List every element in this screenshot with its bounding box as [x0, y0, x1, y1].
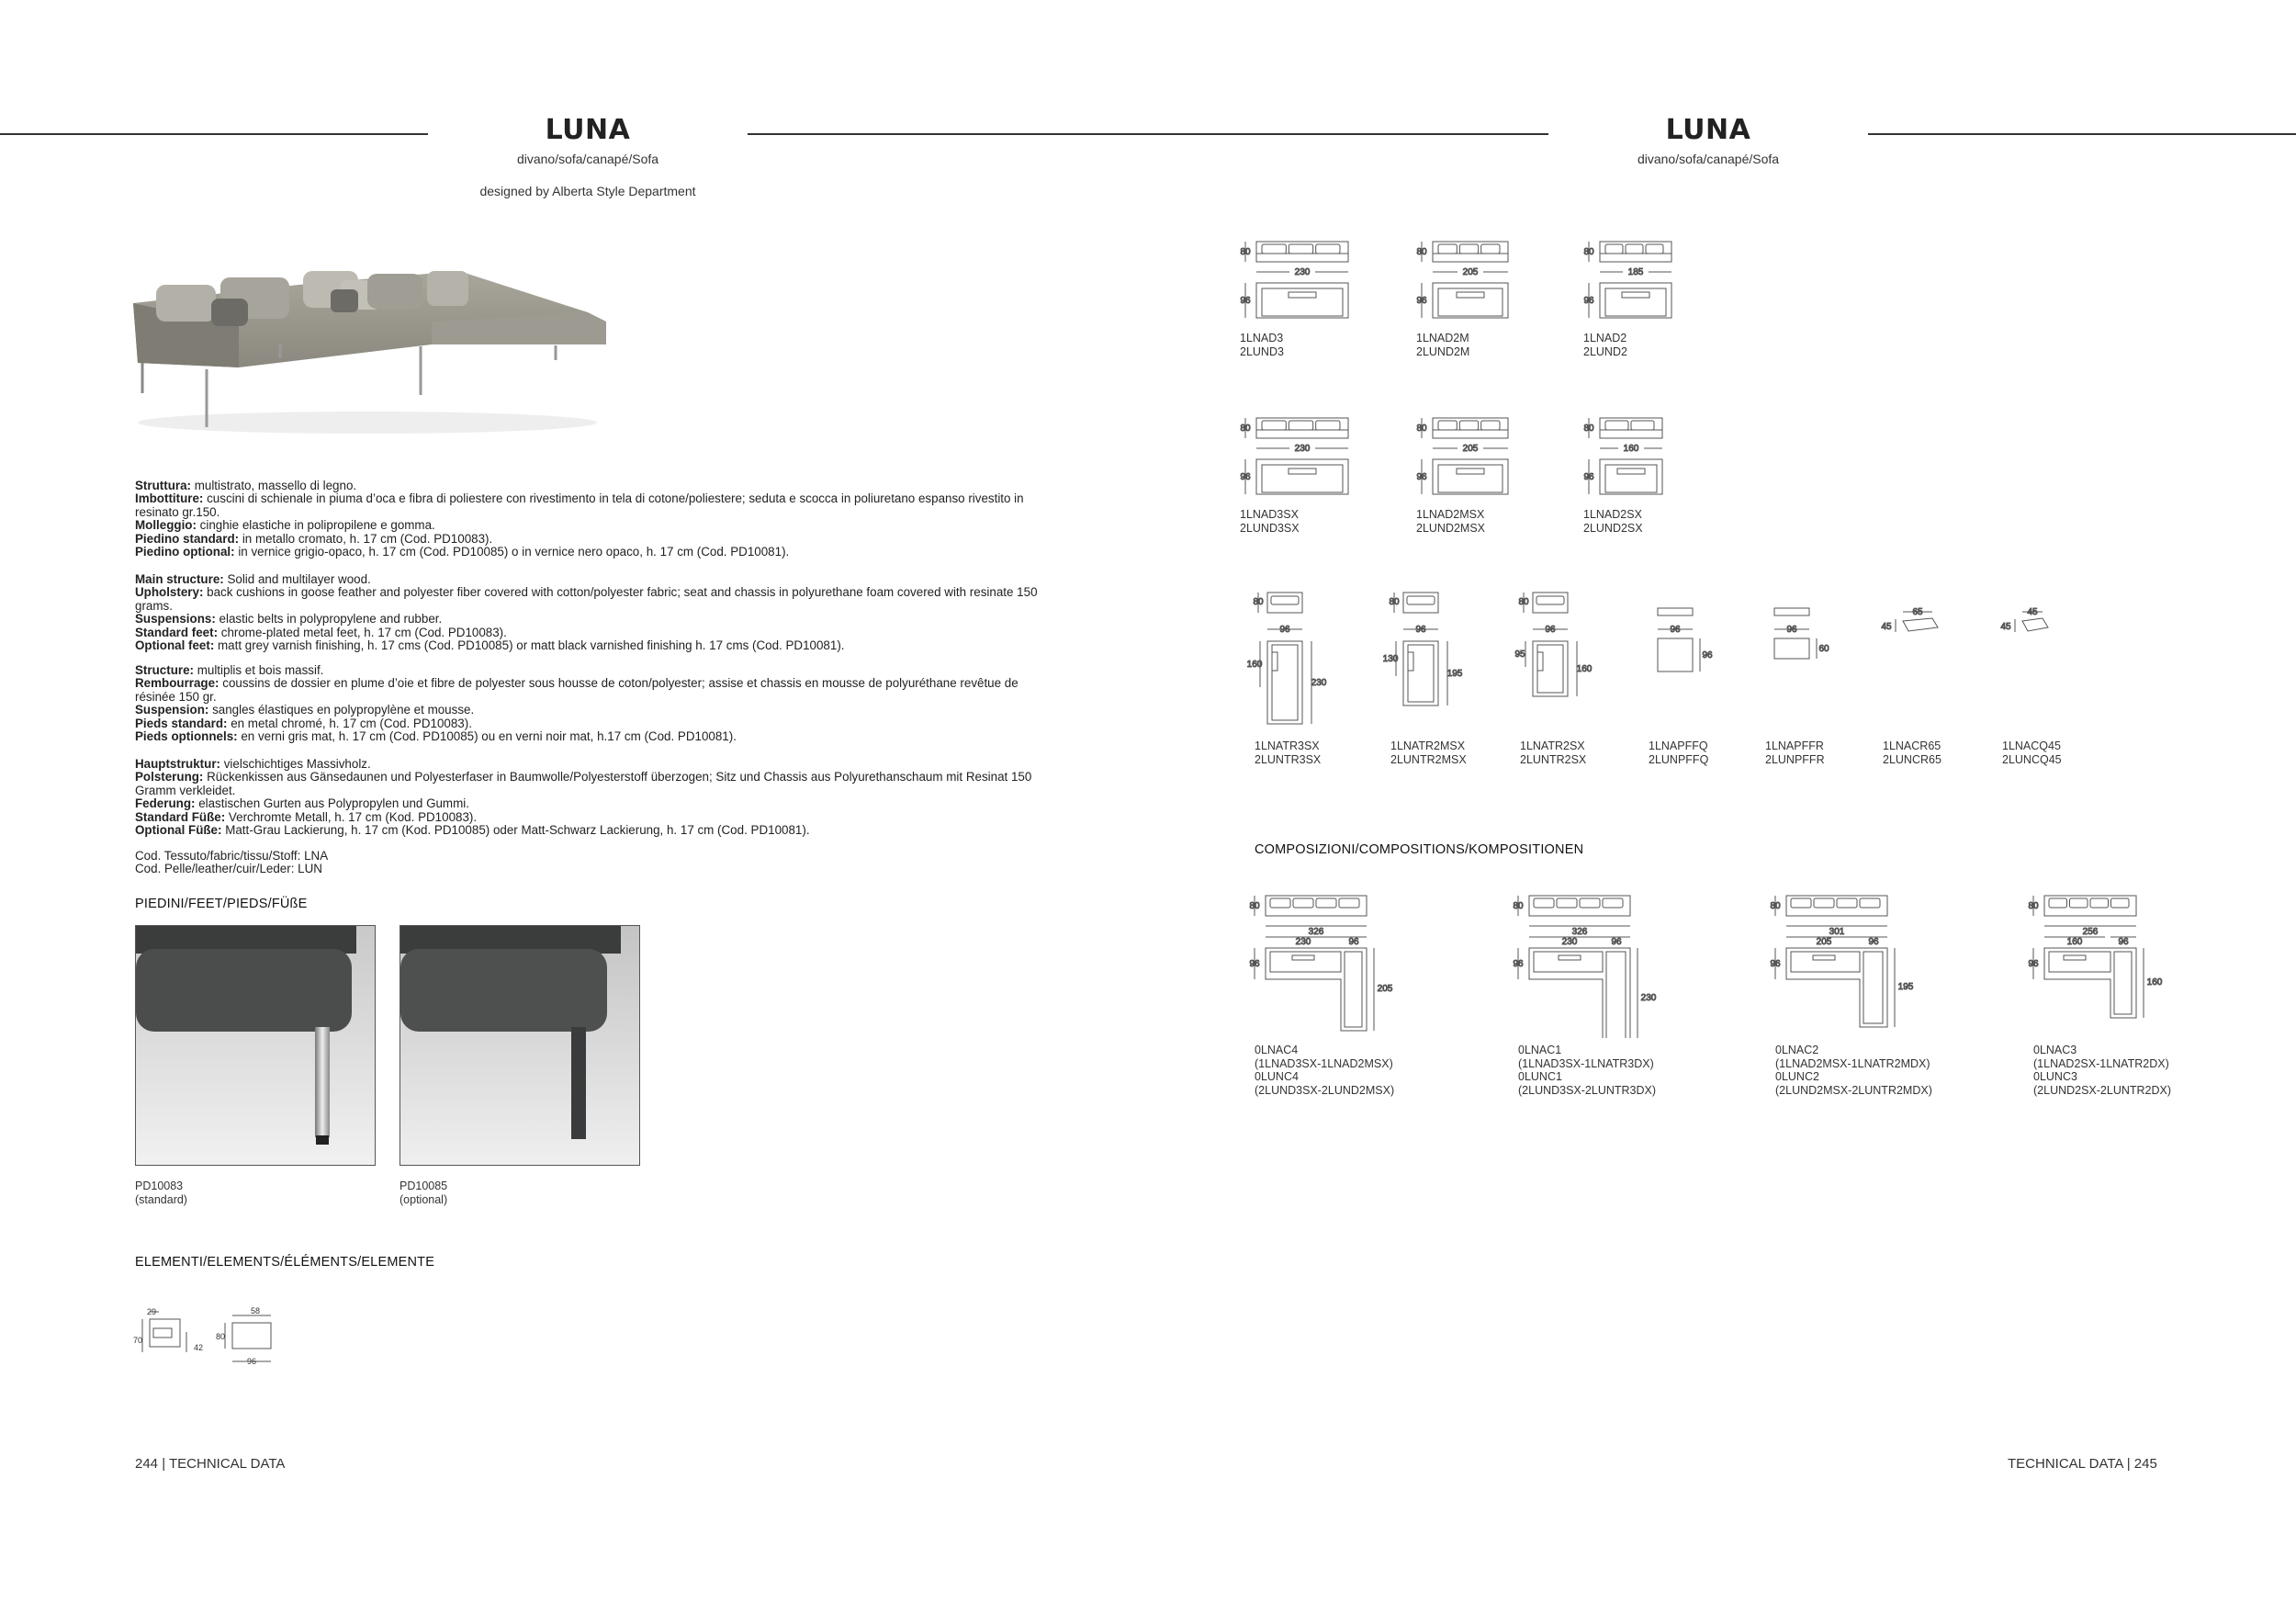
dim-width: 205	[1462, 267, 1479, 277]
composition-codes: 0LNAC1 (1LNAD3SX-1LNATR3DX) 0LUNC1 (2LUND3SX-2LUNTR3DX)	[1518, 1044, 1657, 1097]
dim-length: 205	[1377, 984, 1393, 994]
cod-fabric: Cod. Tessuto/fabric/tissu/Stoff: LNA	[135, 849, 329, 863]
dim-height: 80	[1770, 901, 1781, 911]
dim-depth: 45	[2000, 622, 2011, 632]
element-drawing	[1513, 588, 1614, 735]
dim-b: 96	[2118, 937, 2129, 947]
element-drawing	[1758, 588, 1859, 735]
svg-text:80: 80	[216, 1332, 226, 1341]
footer-left: 244 | TECHNICAL DATA	[135, 1456, 286, 1472]
dim-height: 80	[1416, 423, 1427, 434]
spec-line: Federung: elastischen Gurten aus Polypropylen und Gummi.	[135, 796, 469, 811]
dim-depth: 96	[1240, 472, 1251, 482]
spec-line: Piedino optional: in vernice grigio-opaco, h. 17 cm (Cod. PD10085) o in vernice nero opaco, h. 17 cm (Cod. PD10081).	[135, 545, 790, 559]
dim-width: 185	[1627, 267, 1644, 277]
dim-width: 230	[1294, 267, 1311, 277]
page-subtitle-right: divano/sofa/canapé/Sofa	[1637, 152, 1780, 166]
foot-code-optional: PD10085 (optional)	[400, 1180, 448, 1206]
dim-depth: 96	[2028, 959, 2039, 969]
spec-line: Upholstery: back cushions in goose feather and polyester fiber covered with cotton/polyester fabric; seat and chassis in polyurethane foam covered with resinate 150 grams.	[135, 585, 1038, 613]
sofa-elevation-drawing	[1581, 237, 1681, 329]
specs-italian	[135, 480, 1044, 559]
dim-height: 80	[1416, 247, 1427, 257]
svg-text:70: 70	[133, 1336, 143, 1345]
spec-line: Standard Füße: Verchromte Metall, h. 17 cm (Kod. PD10083).	[135, 809, 478, 824]
element-drawing	[1383, 588, 1484, 735]
spec-line: Optional feet: matt grey varnish finishing, h. 17 cms (Cod. PD10085) or matt black varnished finishing h. 17 cms (Cod. PD10081).	[135, 638, 845, 653]
page-subtitle-left: divano/sofa/canapé/Sofa	[516, 152, 659, 166]
dim-b: 96	[1348, 937, 1359, 947]
element-drawing	[1247, 588, 1348, 735]
dim-width: 96	[1545, 625, 1556, 635]
footer-right: TECHNICAL DATA | 245	[2008, 1456, 2157, 1472]
dim-height: 80	[1249, 901, 1260, 911]
dim-height: 80	[1389, 597, 1400, 607]
specs-french	[135, 664, 1044, 743]
spec-line: Structure: multiplis et bois massif.	[135, 663, 324, 677]
element-codes: 1LNAD2MSX 2LUND2MSX	[1416, 508, 1486, 535]
designer-credit: designed by Alberta Style Department	[479, 184, 696, 198]
cod-leather: Cod. Pelle/leather/cuir/Leder: LUN	[135, 862, 322, 876]
element-codes: 1LNAD3SX 2LUND3SX	[1240, 508, 1300, 535]
sofa-elevation-drawing	[1414, 237, 1517, 329]
dim-length-a: 160	[1247, 660, 1263, 670]
spec-line: Imbottiture: cuscini di schienale in piuma d’oca e fibra di poliestere con rivestimento in tela di cotone/poliestere; seduta e scocca in poliuretano espanso rivestito in resinato gr.150.	[135, 491, 1024, 519]
element-codes: 1LNAPFFR 2LUNPFFR	[1765, 739, 1825, 766]
dim-width: 230	[1294, 444, 1311, 454]
elements-heading: ELEMENTI/ELEMENTS/ÉLÉMENTS/ELEMENTE	[135, 1255, 435, 1270]
spec-line: Piedino standard: in metallo cromato, h. 17 cm (Cod. PD10083).	[135, 531, 493, 546]
composition-codes: 0LNAC4 (1LNAD3SX-1LNAD2MSX) 0LUNC4 (2LUND3SX-2LUND2MSX)	[1255, 1044, 1395, 1097]
element-codes: 1LNAD3 2LUND3	[1240, 332, 1284, 358]
dim-total: 326	[1571, 927, 1588, 937]
dim-width: 205	[1462, 444, 1479, 454]
dim-depth: 96	[1583, 296, 1594, 306]
sofa-elevation-drawing	[1238, 413, 1357, 505]
composition-drawing	[1247, 891, 1412, 1038]
spec-line: Pieds optionnels: en verni gris mat, h. 17 cm (Cod. PD10085) ou en verni noir mat, h.17 cm (Cod. PD10081).	[135, 729, 737, 744]
element-codes: 1LNACR65 2LUNCR65	[1883, 739, 1941, 766]
dim-height: 80	[2028, 901, 2039, 911]
sofa-photo	[129, 257, 615, 436]
element-codes: 1LNATR3SX 2LUNTR3SX	[1255, 739, 1322, 766]
element-drawing	[1641, 588, 1742, 735]
spec-line: Polsterung: Rückenkissen aus Gänsedaunen und Polyesterfaser in Baumwolle/Polyesterstoff überzogen; Sitz und Chassis aus Polyurethanschaum mit Resinat 150 Gramm verkleidet.	[135, 770, 1032, 797]
dim-b: 96	[1868, 937, 1879, 947]
dim-a: 230	[1561, 937, 1578, 947]
dim-width: 65	[1912, 607, 1923, 617]
sofa-elevation-drawing	[1238, 237, 1357, 329]
dim-height: 80	[1583, 247, 1594, 257]
element-codes: 1LNACQ45 2LUNCQ45	[2002, 739, 2062, 766]
specs-german	[135, 758, 1044, 837]
element-codes: 1LNAD2M 2LUND2M	[1416, 332, 1470, 358]
composition-drawing	[1768, 891, 1933, 1038]
dim-length: 160	[2146, 977, 2163, 988]
dim-length: 230	[1640, 993, 1657, 1003]
dim-length-b: 195	[1446, 669, 1463, 679]
spec-line: Main structure: Solid and multilayer wood.	[135, 572, 371, 586]
header-rule-center	[748, 133, 1548, 135]
spec-line: Suspension: sangles élastiques en polypropylène et mousse.	[135, 703, 475, 717]
composition-drawing	[1511, 891, 1676, 1038]
element-codes: 1LNAD2 2LUND2	[1583, 332, 1627, 358]
dim-depth: 96	[1240, 296, 1251, 306]
page-title-right: LUNA	[1665, 114, 1751, 146]
dim-width: 96	[1415, 625, 1426, 635]
dim-depth: 96	[1513, 959, 1524, 969]
dim-depth: 96	[1249, 959, 1260, 969]
svg-text:58: 58	[251, 1306, 261, 1315]
sofa-elevation-drawing	[1581, 413, 1671, 505]
dim-height: 80	[1518, 597, 1529, 607]
dim-depth: 96	[1770, 959, 1781, 969]
dim-total: 256	[2082, 927, 2099, 937]
foot-photo-standard	[135, 925, 376, 1166]
dim-length-b: 230	[1311, 678, 1327, 688]
spec-line: Struttura: multistrato, massello di legno.	[135, 479, 357, 492]
dim-length-a: 95	[1514, 649, 1525, 660]
svg-text:29: 29	[147, 1307, 157, 1316]
feet-heading: PIEDINI/FEET/PIEDS/FÜßE	[135, 897, 308, 911]
spec-line: Hauptstruktur: vielschichtiges Massivholz.	[135, 757, 371, 771]
dim-a: 205	[1816, 937, 1832, 947]
dim-width: 160	[1623, 444, 1639, 454]
spec-line: Optional Füße: Matt-Grau Lackierung, h. 17 cm (Kod. PD10085) oder Matt-Schwarz Lackierung, h. 17 cm (Cod. PD10081).	[135, 823, 810, 838]
dim-depth: 96	[1416, 472, 1427, 482]
dim-depth: 96	[1416, 296, 1427, 306]
specs-english	[135, 573, 1044, 652]
dim-height: 80	[1253, 597, 1264, 607]
spec-line: Suspensions: elastic belts in polypropylene and rubber.	[135, 612, 443, 627]
dim-height: 80	[1240, 247, 1251, 257]
svg-text:42: 42	[194, 1343, 204, 1352]
composition-drawing	[2026, 891, 2191, 1038]
dim-length-a: 130	[1383, 654, 1399, 664]
dim-total: 326	[1308, 927, 1324, 937]
dim-length-b: 160	[1576, 664, 1593, 674]
spec-line: Rembourrage: coussins de dossier en plume d’oie et fibre de polyester sous housse de coton/polyester; assise et chassis en mousse de polyuréthane revêtue de résinée 150 gr.	[135, 676, 1019, 704]
dim-total: 301	[1829, 927, 1845, 937]
dim-width: 96	[1786, 625, 1797, 635]
dim-length: 195	[1897, 982, 1914, 992]
dim-height: 80	[1583, 423, 1594, 434]
dim-depth: 60	[1818, 644, 1829, 654]
cover-codes	[135, 850, 1044, 876]
dim-depth: 96	[1702, 650, 1713, 660]
header-rule-left-a	[0, 133, 428, 135]
element-codes: 1LNATR2MSX 2LUNTR2MSX	[1390, 739, 1467, 766]
foot-code-standard: PD10083 (standard)	[135, 1180, 187, 1206]
element-codes: 1LNATR2SX 2LUNTR2SX	[1520, 739, 1587, 766]
dim-width: 45	[2027, 607, 2038, 617]
spec-line: Pieds standard: en metal chromé, h. 17 cm (Cod. PD10083).	[135, 716, 472, 730]
page-title-left: LUNA	[545, 114, 631, 146]
svg-text:96: 96	[247, 1357, 257, 1366]
dim-height: 80	[1240, 423, 1251, 434]
element-codes: 1LNAD2SX 2LUND2SX	[1583, 508, 1643, 535]
composition-codes: 0LNAC3 (1LNAD2SX-1LNATR2DX) 0LUNC3 (2LUND2SX-2LUNTR2DX)	[2033, 1044, 2172, 1097]
element-codes: 1LNAPFFQ 2LUNPFFQ	[1649, 739, 1709, 766]
sofa-elevation-drawing	[1414, 413, 1517, 505]
dim-depth: 96	[1583, 472, 1594, 482]
dim-a: 160	[2066, 937, 2083, 947]
element-drawing	[1995, 588, 2096, 735]
dim-a: 230	[1295, 937, 1311, 947]
dim-depth: 45	[1881, 622, 1892, 632]
spec-line: Molleggio: cinghie elastiche in polipropilene e gomma.	[135, 518, 435, 533]
spec-line: Standard feet: chrome-plated metal feet, h. 17 cm (Cod. PD10083).	[135, 625, 507, 639]
element-armrest-drawing	[133, 1306, 276, 1371]
dim-b: 96	[1611, 937, 1622, 947]
dim-width: 96	[1279, 625, 1290, 635]
dim-width: 96	[1670, 625, 1681, 635]
foot-photo-optional	[400, 925, 640, 1166]
element-drawing	[1875, 588, 1976, 735]
dim-height: 80	[1513, 901, 1524, 911]
header-rule-right	[1868, 133, 2296, 135]
composition-codes: 0LNAC2 (1LNAD2MSX-1LNATR2MDX) 0LUNC2 (2LUND2MSX-2LUNTR2MDX)	[1775, 1044, 1932, 1097]
compositions-heading: COMPOSIZIONI/COMPOSITIONS/KOMPOSITIONEN	[1255, 842, 1584, 857]
